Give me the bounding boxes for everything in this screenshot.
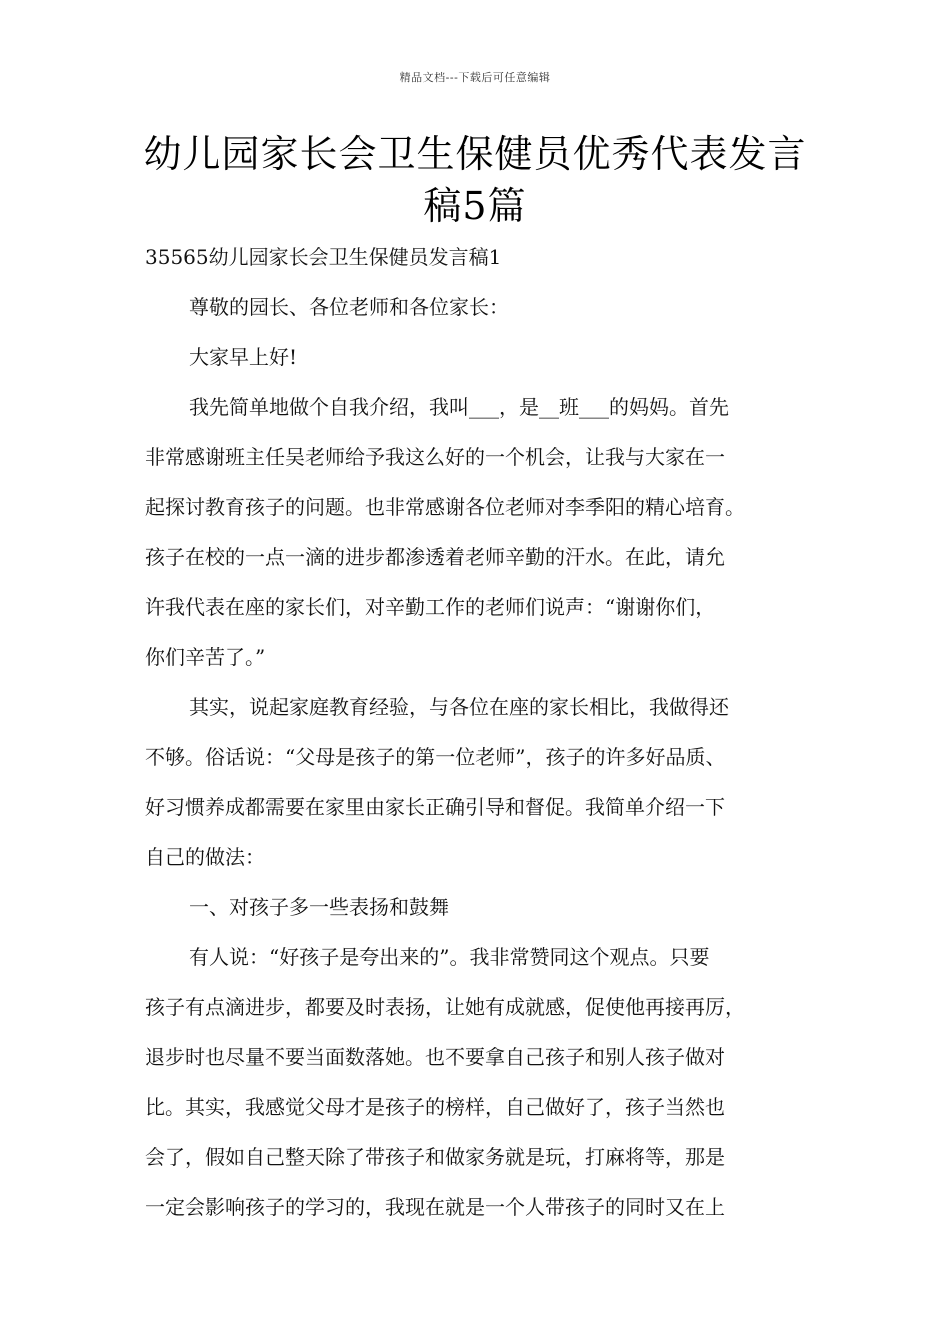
paragraph-line: 比。其实，我感觉父母才是孩子的榜样，自己做好了，孩子当然也 xyxy=(145,1095,725,1119)
salutation: 尊敬的园长、各位老师和各位家长： xyxy=(189,295,509,319)
paragraph-line: 其实，说起家庭教育经验，与各位在座的家长相比，我做得还 xyxy=(189,695,729,719)
header-note: 精品文档---下载后可任意编辑 xyxy=(399,71,551,84)
paragraph-line: 我先简单地做个自我介绍，我叫___，是__班___的妈妈。首先 xyxy=(189,395,729,419)
paragraph-line: 你们辛苦了。” xyxy=(145,645,266,669)
paragraph-line: 孩子在校的一点一滴的进步都渗透着老师辛勤的汗水。在此，请允 xyxy=(145,545,725,569)
paragraph-line: 退步时也尽量不要当面数落她。也不要拿自己孩子和别人孩子做对 xyxy=(145,1045,725,1069)
section-heading: 35565幼儿园家长会卫生保健员发言稿1 xyxy=(145,245,502,269)
paragraph-line: 非常感谢班主任吴老师给予我这么好的一个机会，让我与大家在一 xyxy=(145,445,725,469)
paragraph-line: 起探讨教育孩子的问题。也非常感谢各位老师对李季阳的精心培育。 xyxy=(145,495,745,519)
greeting: 大家早上好! xyxy=(189,345,298,369)
paragraph-line: 好习惯养成都需要在家里由家长正确引导和督促。我简单介绍一下 xyxy=(145,795,725,819)
paragraph-line: 不够。俗话说：“父母是孩子的第一位老师”，孩子的许多好品质、 xyxy=(145,745,726,769)
paragraph-line: 自己的做法： xyxy=(145,845,265,869)
paragraph-line: 会了，假如自己整天除了带孩子和做家务就是玩，打麻将等，那是 xyxy=(145,1145,725,1169)
subsection-heading: 一、对孩子多一些表扬和鼓舞 xyxy=(189,895,449,919)
document-body xyxy=(145,232,825,1232)
title-line-2: 稿5篇 xyxy=(423,184,527,228)
document-title xyxy=(120,128,830,232)
paragraph-line: 有人说：“好孩子是夸出来的”。我非常赞同这个观点。只要 xyxy=(189,945,710,969)
paragraph-line: 孩子有点滴进步，都要及时表扬，让她有成就感，促使他再接再厉， xyxy=(145,995,745,1019)
paragraph-line: 一定会影响孩子的学习的，我现在就是一个人带孩子的同时又在上 xyxy=(145,1195,725,1219)
paragraph-line: 许我代表在座的家长们，对辛勤工作的老师们说声：“谢谢你们， xyxy=(145,595,716,619)
title-line-1: 幼儿园家长会卫生保健员优秀代表发言 xyxy=(143,132,807,176)
